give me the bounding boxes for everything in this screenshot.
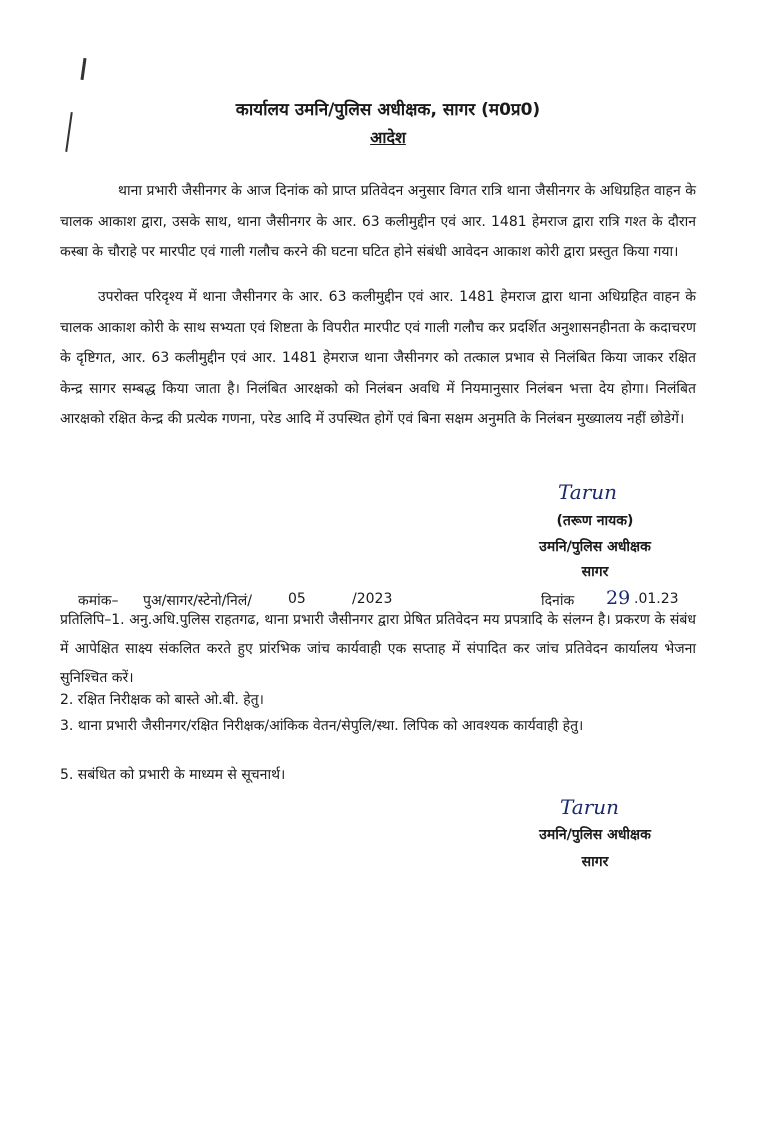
copy-line-5: 5. सबंधित को प्रभारी के माध्यम से सूचनार्थ। [60, 767, 286, 783]
copy-line-2: 2. रक्षित निरीक्षक को बास्ते ओ.बी. हेतु। [60, 692, 264, 708]
office-title: कार्यालय उमनि/पुलिस अधीक्षक, सागर (म0प्र0) [235, 100, 541, 120]
copy-line-1: प्रतिलिपि–1. अनु.अधि.पुलिस राहतगढ, थाना प्रभारी जैसीनगर द्वारा प्रेषित प्रतिवेदन मय प्रपत्रादि के संलग्न है। प्रकरण के संबंध में आपेक्षित साक्ष्य संकलित करते हुए प्रांरभिक जांच कार्यवाही एक सप्ताह में संपादित कर जांच प्रतिवेदन कार्यालय भेजना सुनिश्चित करें। [60, 612, 696, 686]
reference-number-label: कमांक– [78, 593, 119, 609]
reference-year: /2023 [352, 591, 393, 607]
punch-mark-top [80, 58, 86, 80]
signatory-2-place: सागर [581, 854, 609, 870]
handwritten-signature-1: Tarun [558, 480, 618, 504]
reference-serial: 05 [288, 591, 306, 607]
signatory-2-designation: उमनि/पुलिस अधीक्षक [539, 827, 651, 843]
reference-number-value: पुअ/सागर/स्टेनो/निलं/ [143, 593, 252, 609]
copy-line-3: 3. थाना प्रभारी जैसीनगर/रक्षित निरीक्षक/आंकिक वेतन/सेपुलि/स्था. लिपिक को आवश्यक कार्यवाही हेतु। [60, 718, 584, 734]
date-label: दिनांक [541, 593, 575, 609]
date-day-handwritten: 29 [606, 587, 631, 609]
signatory-place: सागर [581, 564, 609, 580]
order-heading: आदेश [370, 128, 406, 147]
signatory-designation: उमनि/पुलिस अधीक्षक [539, 539, 651, 555]
date-month-year: .01.23 [634, 591, 679, 607]
paragraph-2: उपरोक्त परिदृश्य में थाना जैसीनगर के आर. 63 कलीमुद्दीन एवं आर. 1481 हेमराज द्वारा थाना अधिग्रहित वाहन के चालक आकाश कोरी के साथ सभ्यता एवं शिष्टता के विपरीत मारपीट एवं गाली गलौच कर प्रदर्शित अनुशासनहीनता के कदाचरण के दृष्टिगत, आर. 63 कलीमुद्दीन एवं आर. 1481 हेमराज थाना जैसीनगर को तत्काल प्रभाव से निलंबित किया जाकर रक्षित केन्द्र सागर सम्बद्ध किया जाता है। निलंबित आरक्षको को निलंबन अवधि में नियमानुसार निलंबन भत्ता देय होगा। निलंबित आरक्षको रक्षित केन्द्र की प्रत्येक गणना, परेड आदि में उपस्थित होगें एवं बिना सक्षम अनुमति के निलंबन मुख्यालय नहीं छोडेगें। [60, 289, 696, 427]
paragraph-1: थाना प्रभारी जैसीनगर के आज दिनांक को प्राप्त प्रतिवेदन अनुसार विगत रात्रि थाना जैसीनगर के अधिग्रहित वाहन के चालक आकाश द्वारा, उसके साथ, थाना जैसीनगर के आर. 63 कलीमुद्दीन एवं आर. 1481 हेमराज द्वारा रात्रि गश्त के दौरान कस्बा के चौराहे पर मारपीट एवं गाली गलौच करने की घटना घटित होने संबंधी आवेदन आकाश कोरी द्वारा प्रस्तुत किया गया। [60, 183, 696, 260]
signatory-name: (तरूण नायक) [556, 513, 634, 529]
handwritten-signature-2: Tarun [560, 795, 620, 819]
